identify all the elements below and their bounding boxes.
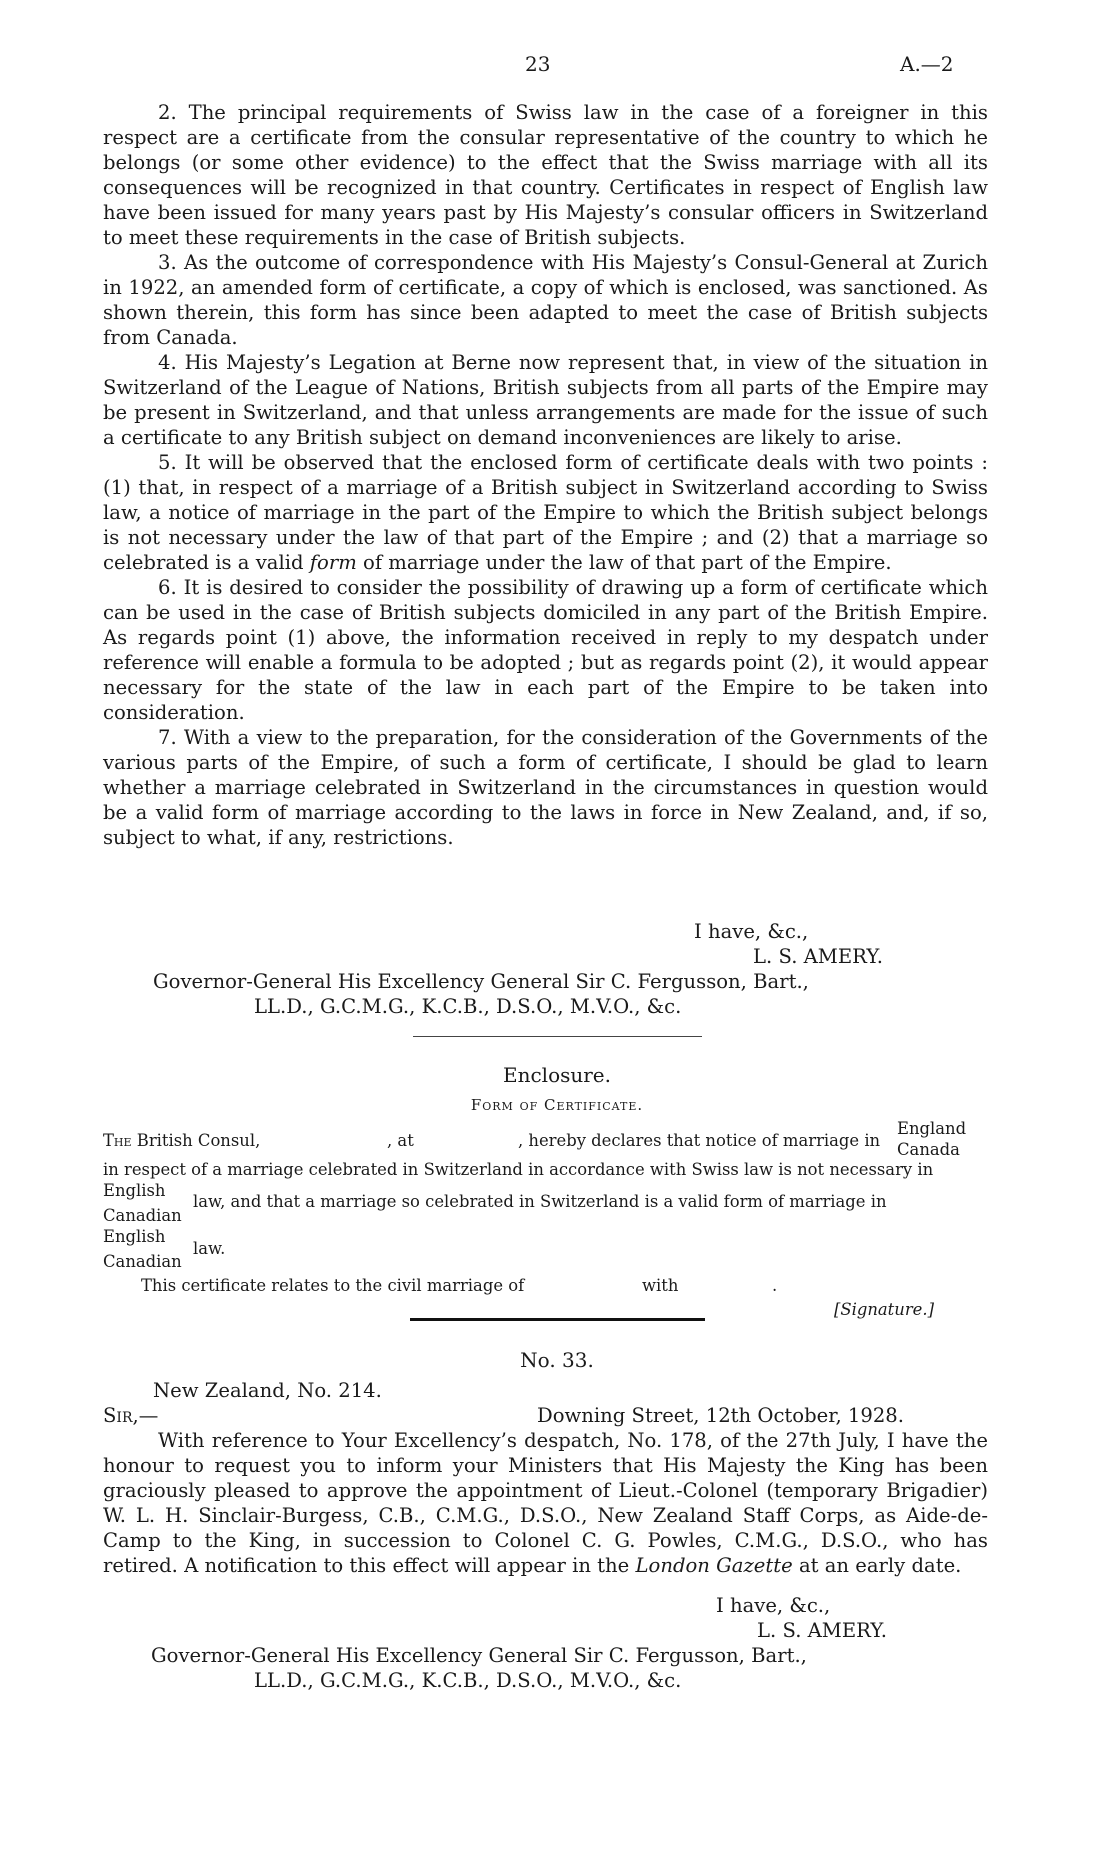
letter-1-body <box>103 100 988 850</box>
paragraph-3: 3. As the outcome of correspondence with His Majesty’s Consul-General at Zurich in 1922, an amended form of certificate, a copy of which is enclosed, was sanctioned. As shown therein, this form has since been adapted to meet the case of British subjects from Canada. <box>103 251 988 349</box>
addressee-1-line2: LL.D., G.C.M.G., K.C.B., D.S.O., M.V.O., &c. <box>254 995 682 1018</box>
law-options-2: English Canadian <box>103 1227 182 1271</box>
closing-2: I have, &c., <box>716 1594 831 1617</box>
paragraph-4: 4. His Majesty’s Legation at Berne now represent that, in view of the situation in Switzerland of the League of Nations, British subjects from all parts of the Empire may be present in Switzerland, and that unless arrangements are made for the issue of such a certificate to any British subject on demand inconveniences are likely to arise. <box>103 351 988 449</box>
form-line-4: law. <box>193 1239 226 1258</box>
form-line-3: law, and that a marriage so celebrated in Switzerland is a valid form of marriage in <box>193 1192 887 1211</box>
form-line-2: in respect of a marriage celebrated in Switzerland in accordance with Swiss law is not necessary in <box>103 1160 934 1179</box>
divider-rule <box>413 1036 702 1037</box>
letter-2-reference: New Zealand, No. 214. <box>153 1379 382 1402</box>
form-line-1: The British Consul, <box>103 1131 261 1150</box>
paragraph-5: 5. It will be observed that the enclosed form of certificate deals with two points : (1) that, in respect of a marriage of a British subject in Switzerland according to Swiss law, a notice of marriage in the part of the Empire to which the British subject belongs is not necessary under the law of that part of the Empire ; and (2) that a marriage so celebrated is a valid form of marriage under the law of that part of the Empire. <box>103 451 988 574</box>
country-options: England Canada <box>897 1119 967 1159</box>
form-line-1-declares: , hereby declares that notice of marriage in <box>518 1131 881 1150</box>
enclosure-title: Enclosure. <box>502 1063 612 1087</box>
salutation: Sir,— <box>103 1404 159 1427</box>
signature-2: L. S. AMERY. <box>757 1619 887 1642</box>
form-line-1-at: , at <box>387 1131 414 1150</box>
form-title: Form of Certificate. <box>470 1096 644 1114</box>
addressee-1-line1: Governor-General His Excellency General Sir C. Fergusson, Bart., <box>153 970 809 993</box>
page-number: 23 <box>525 52 551 76</box>
gazette-title: London Gazette <box>635 1554 793 1577</box>
italic-form: form <box>309 551 357 574</box>
form-line-5: This certificate relates to the civil marriage of <box>141 1276 525 1295</box>
document-reference: A.—2 <box>900 52 954 76</box>
letter-2-paragraph: With reference to Your Excellency’s despatch, No. 178, of the 27th July, I have the honour to request you to inform your Ministers that His Majesty the King has been graciously pleased to approve the appointment of Lieut.-Colonel (temporary Brigadier) W. L. H. Sinclair-Burgess, C.B., C.M.G., D.S.O., New Zealand Staff Corps, as Aide-de-Camp to the King, in succession to Colonel C. G. Powles, C.M.G., D.S.O., who has retired. A notification to this effect will appear in the London Gazette at an early date. <box>103 1429 988 1577</box>
closing-1: I have, &c., <box>694 920 809 943</box>
paragraph-2: 2. The principal requirements of Swiss law in the case of a foreigner in this respect are a certificate from the consular representative of the country to which he belongs (or some other evidence) to the effect that the Swiss marriage with all its consequences will be recognized in that country. Certificates in respect of English law have been issued for many years past by His Majesty’s consular officers in Switzerland to meet these requirements in the case of British subjects. <box>103 101 988 249</box>
place-date: Downing Street, 12th October, 1928. <box>537 1404 904 1427</box>
form-line-5-with: with <box>642 1276 679 1295</box>
addressee-2-line1: Governor-General His Excellency General Sir C. Fergusson, Bart., <box>151 1644 807 1667</box>
form-signature: [Signature.] <box>834 1300 934 1319</box>
letter-2-number: No. 33. <box>520 1348 594 1372</box>
law-options-1: English Canadian <box>103 1181 182 1225</box>
form-line-5-end: . <box>772 1276 778 1295</box>
divider-rule-thick <box>410 1318 705 1321</box>
paragraph-6: 6. It is desired to consider the possibility of drawing up a form of certificate which can be used in the case of British subjects domiciled in any part of the British Empire. As regards point (1) above, the information received in reply to my despatch under reference will enable a formula to be adopted ; but as regards point (2), it would appear necessary for the state of the law in each part of the Empire to be taken into consideration. <box>103 576 988 724</box>
letter-2-body <box>103 1428 988 1578</box>
paragraph-7: 7. With a view to the preparation, for the consideration of the Governments of the various parts of the Empire, of such a form of certificate, I should be glad to learn whether a marriage celebrated in Switzerland in the circumstances in question would be a valid form of marriage according to the laws in force in New Zealand, and, if so, subject to what, if any, restrictions. <box>103 726 988 849</box>
signature-1: L. S. AMERY. <box>753 945 883 968</box>
addressee-2-line2: LL.D., G.C.M.G., K.C.B., D.S.O., M.V.O., &c. <box>254 1669 682 1692</box>
